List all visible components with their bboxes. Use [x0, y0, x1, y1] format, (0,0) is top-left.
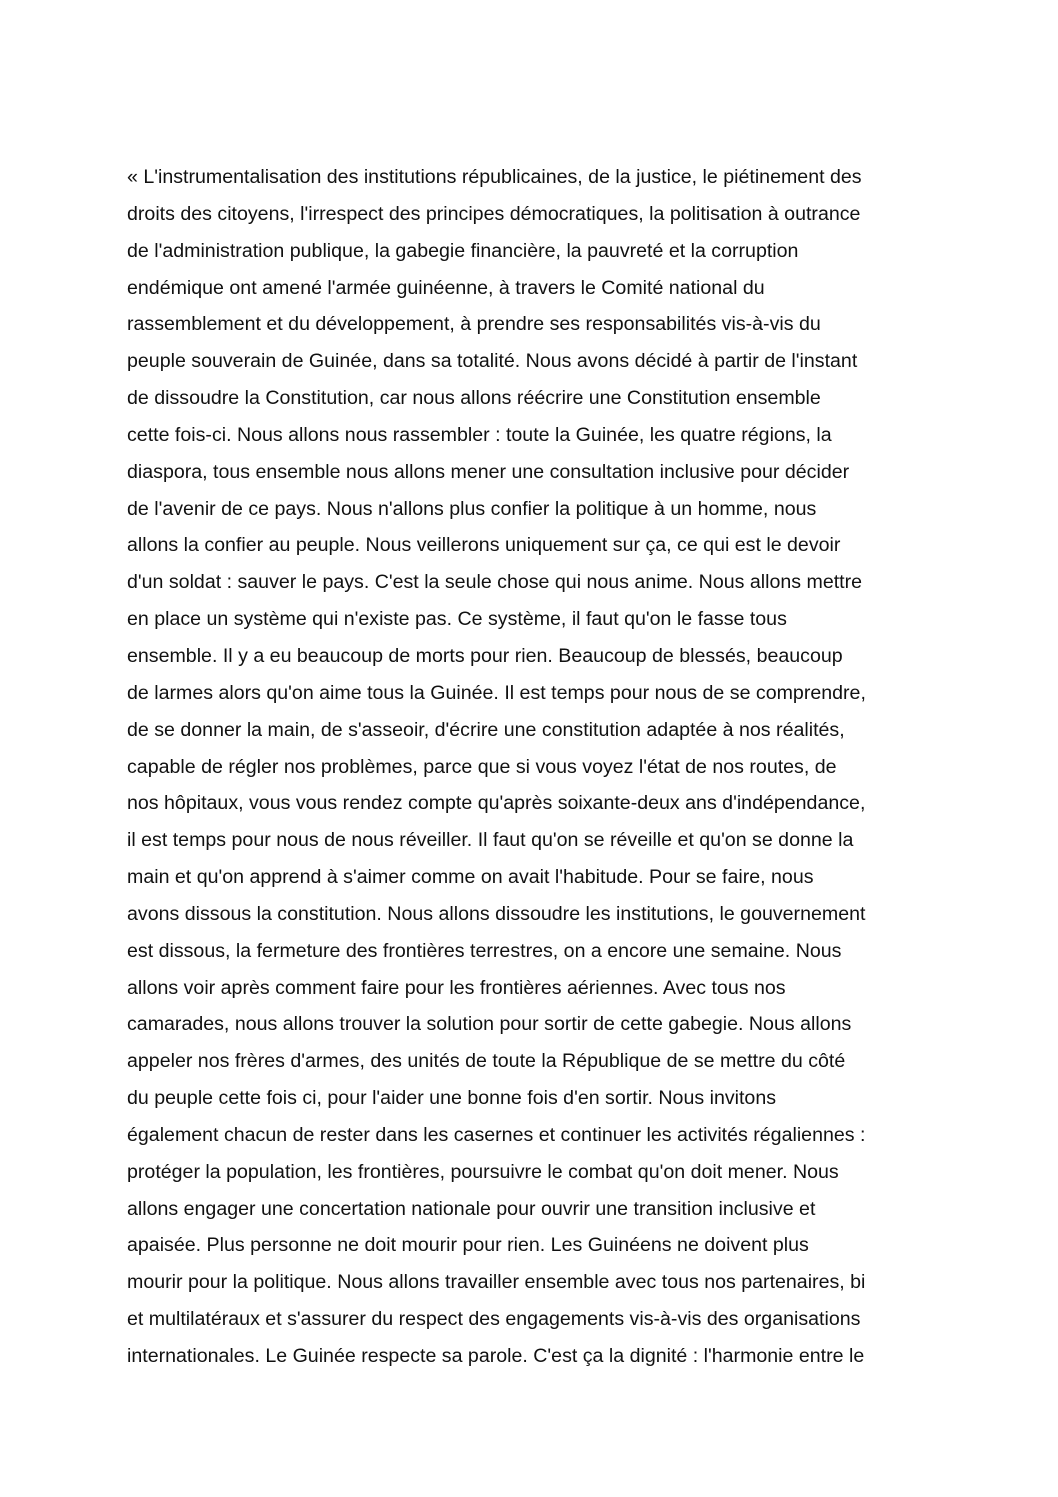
text-line: avons dissous la constitution. Nous allons dissoudre les institutions, le gouvernement — [127, 902, 866, 925]
body-paragraph — [127, 159, 947, 1375]
text-line: de l'avenir de ce pays. Nous n'allons plus confier la politique à un homme, nous — [127, 497, 817, 520]
text-line: de l'administration publique, la gabegie financière, la pauvreté et la corruption — [127, 239, 799, 262]
text-line: mourir pour la politique. Nous allons travailler ensemble avec tous nos partenaires, bi — [127, 1271, 866, 1294]
text-line: il est temps pour nous de nous réveiller. Il faut qu'on se réveille et qu'on se donne la — [127, 829, 854, 852]
text-line: de se donner la main, de s'asseoir, d'écrire une constitution adaptée à nos réalités, — [127, 718, 845, 741]
text-line: main et qu'on apprend à s'aimer comme on avait l'habitude. Pour se faire, nous — [127, 866, 814, 889]
text-line: endémique ont amené l'armée guinéenne, à travers le Comité national du — [127, 276, 765, 299]
text-line: capable de régler nos problèmes, parce que si vous voyez l'état de nos routes, de — [127, 755, 837, 778]
text-line: allons voir après comment faire pour les frontières aériennes. Avec tous nos — [127, 976, 786, 999]
text-line: appeler nos frères d'armes, des unités de toute la République de se mettre du côté — [127, 1050, 846, 1073]
text-line: cette fois-ci. Nous allons nous rassembler : toute la Guinée, les quatre régions, la — [127, 423, 832, 446]
text-line: rassemblement et du développement, à prendre ses responsabilités vis-à-vis du — [127, 313, 821, 336]
text-line: du peuple cette fois ci, pour l'aider une bonne fois d'en sortir. Nous invitons — [127, 1087, 777, 1110]
text-line: internationales. Le Guinée respecte sa parole. C'est ça la dignité : l'harmonie entre le — [127, 1345, 865, 1367]
text-line: protéger la population, les frontières, poursuivre le combat qu'on doit mener. Nous — [127, 1160, 839, 1183]
text-line: allons la confier au peuple. Nous veillerons uniquement sur ça, ce qui est le devoir — [127, 534, 841, 557]
text-line: d'un soldat : sauver le pays. C'est la seule chose qui nous anime. Nous allons mettre — [127, 571, 863, 594]
text-line: est dissous, la fermeture des frontières terrestres, on a encore une semaine. Nous — [127, 939, 842, 962]
text-line: camarades, nous allons trouver la solution pour sortir de cette gabegie. Nous allons — [127, 1013, 852, 1036]
text-line: également chacun de rester dans les casernes et continuer les activités régaliennes : — [127, 1123, 866, 1146]
text-line: peuple souverain de Guinée, dans sa totalité. Nous avons décidé à partir de l'instant — [127, 350, 858, 373]
text-line: nos hôpitaux, vous vous rendez compte qu'après soixante-deux ans d'indépendance, — [127, 792, 866, 815]
text-line: apaisée. Plus personne ne doit mourir pour rien. Les Guinéens ne doivent plus — [127, 1234, 809, 1257]
text-line: diaspora, tous ensemble nous allons mener une consultation inclusive pour décider — [127, 460, 850, 483]
text-line: allons engager une concertation nationale pour ouvrir une transition inclusive et — [127, 1197, 816, 1220]
text-line: de larmes alors qu'on aime tous la Guinée. Il est temps pour nous de se comprendre, — [127, 681, 866, 704]
text-line: de dissoudre la Constitution, car nous allons réécrire une Constitution ensemble — [127, 387, 821, 410]
text-line: droits des citoyens, l'irrespect des principes démocratiques, la politisation à outrance — [127, 202, 861, 225]
text-line: en place un système qui n'existe pas. Ce système, il faut qu'on le fasse tous — [127, 608, 787, 631]
text-line: et multilatéraux et s'assurer du respect des engagements vis-à-vis des organisations — [127, 1308, 861, 1331]
text-line: « L'instrumentalisation des institutions républicaines, de la justice, le piétinement des — [127, 166, 862, 188]
text-line: ensemble. Il y a eu beaucoup de morts pour rien. Beaucoup de blessés, beaucoup — [127, 644, 843, 667]
